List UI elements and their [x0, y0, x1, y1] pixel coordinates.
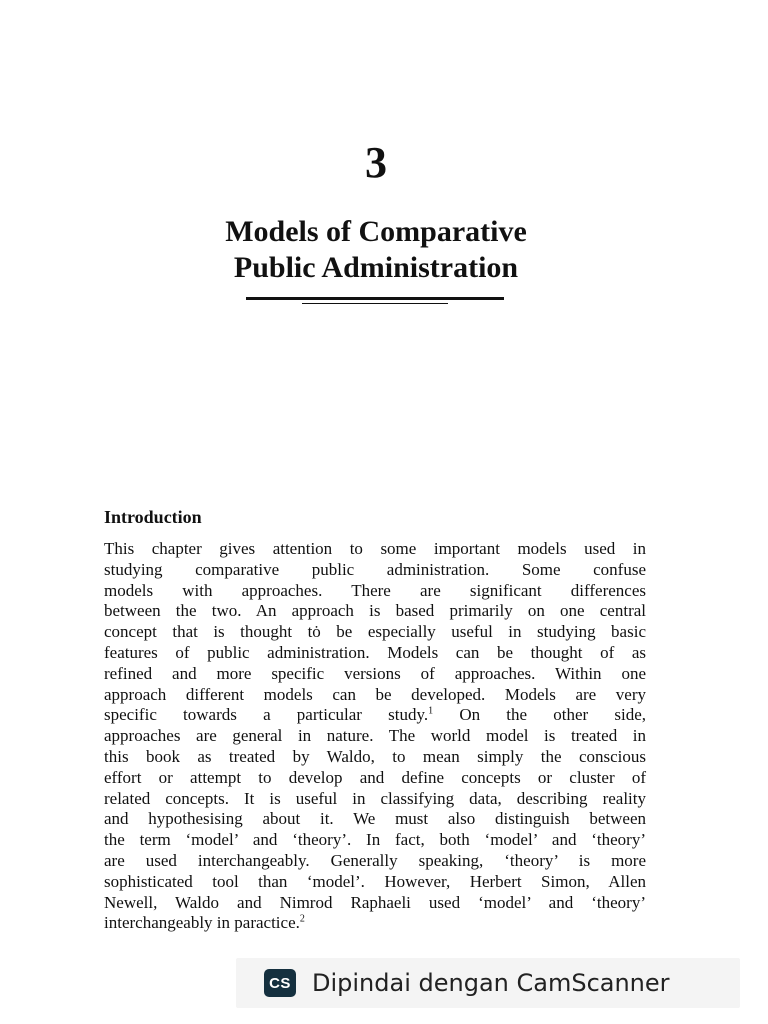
title-rule-thin [302, 303, 448, 304]
body-line-with-footnote [104, 705, 646, 726]
body-line: models with approaches. There are significant differences [104, 580, 646, 600]
body-line: refined and more specific versions of approaches. Within one [104, 663, 646, 683]
camscanner-logo-icon: CS [264, 969, 296, 997]
body-line: features of public administration. Models can be thought of as [104, 642, 646, 662]
body-paragraph [104, 539, 646, 934]
chapter-title-line-2: Public Administration [233, 251, 519, 284]
body-line-text: interchangeably in paractice. [104, 913, 300, 933]
body-line: Newell, Waldo and Nimrod Raphaeli used ‘model’ and ‘theory’ [104, 892, 646, 912]
chapter-title [0, 214, 752, 286]
title-rule-thick [246, 297, 504, 300]
body-line-tail: On the other side, [433, 705, 647, 725]
body-line: and hypothesising about it. We must also distinguish between [104, 809, 646, 829]
chapter-number: 3 [365, 138, 387, 187]
body-line: effort or attempt to develop and define concepts or cluster of [104, 767, 646, 787]
chapter-title-line-1: Models of Comparative [225, 215, 527, 248]
body-line-text: specific towards a particular study. [104, 705, 429, 725]
body-line: between the two. An approach is based primarily on one central [104, 601, 646, 621]
body-line: concept that is thought tȯ be especially useful in studying basic [104, 622, 646, 642]
body-line: approach different models can be developed. Models are very [104, 684, 646, 704]
body-line: this book as treated by Waldo, to mean simply the conscious [104, 746, 646, 766]
footnote-marker: 1 [428, 705, 434, 717]
watermark-text: Dipindai dengan CamScanner [312, 969, 670, 997]
body-line: This chapter gives attention to some important models used in [104, 539, 646, 558]
section-heading: Introduction [104, 507, 202, 527]
body-line: are used interchangeably. Generally speaking, ‘theory’ is more [104, 850, 646, 870]
body-line: approaches are general in nature. The world model is treated in [104, 726, 646, 746]
body-line: sophisticated tool than ‘model’. However, Herbert Simon, Allen [104, 871, 646, 891]
body-line: the term ‘model’ and ‘theory’. In fact, both ‘model’ and ‘theory’ [104, 830, 646, 850]
camscanner-watermark [236, 958, 740, 1008]
footnote-marker: 2 [299, 913, 305, 925]
body-line: studying comparative public administration. Some confuse [104, 559, 646, 579]
body-line: related concepts. It is useful in classifying data, describing reality [104, 788, 646, 808]
body-line-last [104, 913, 646, 934]
